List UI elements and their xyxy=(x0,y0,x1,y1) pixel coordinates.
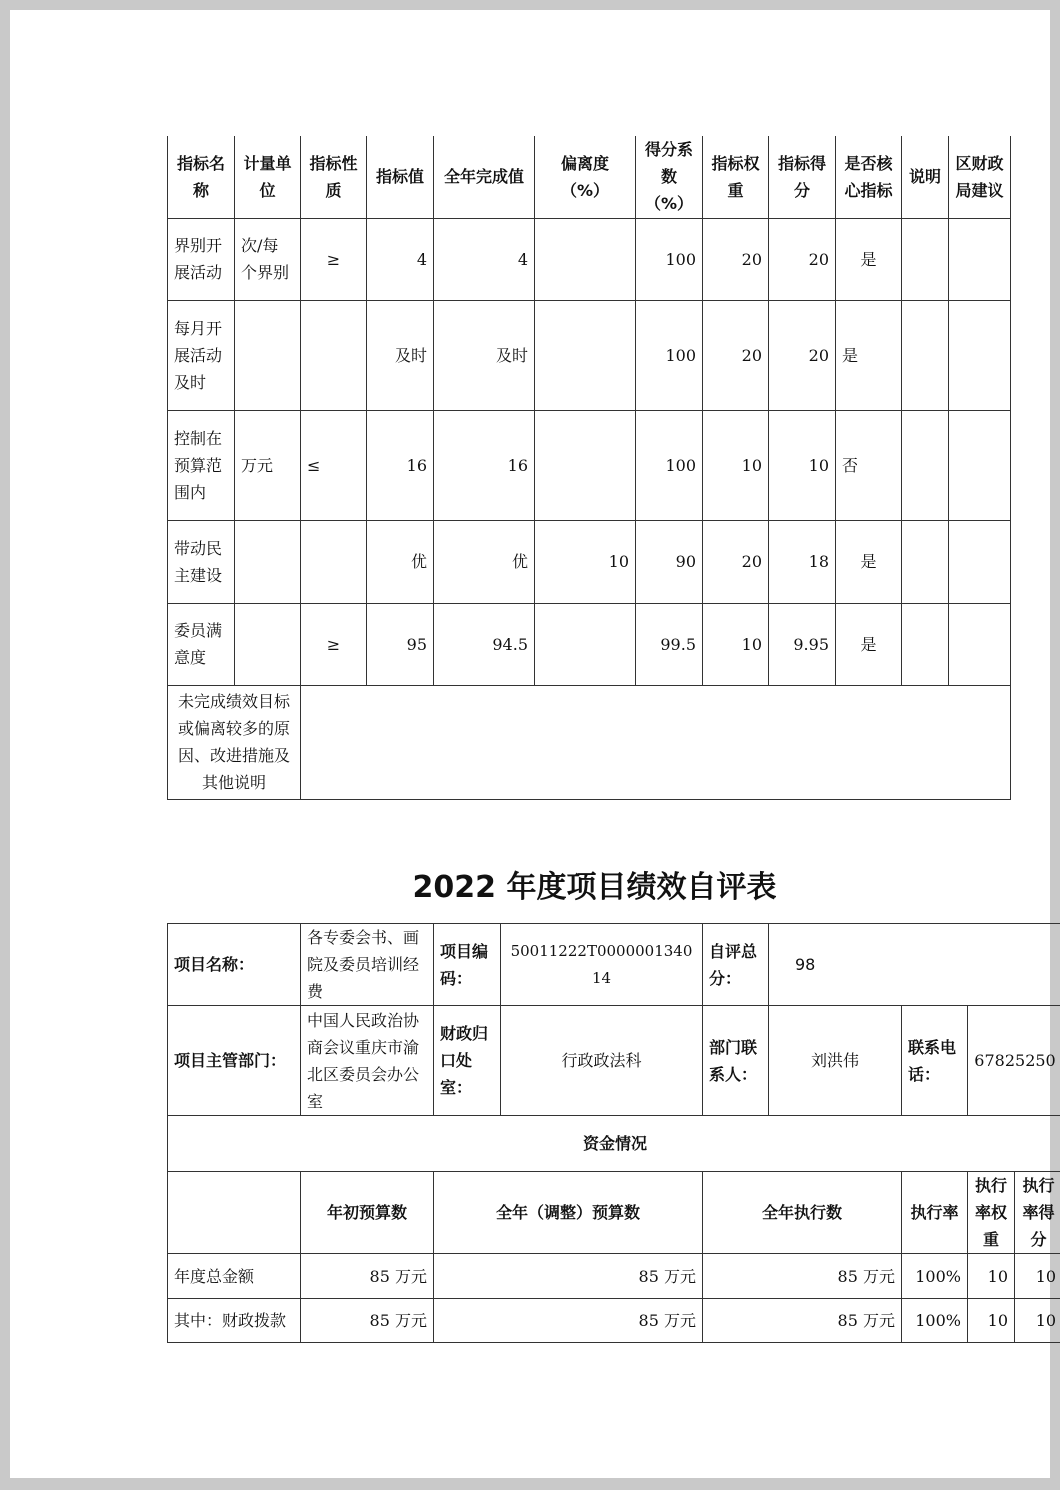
reason-value xyxy=(301,685,1011,799)
row-score: 20 xyxy=(769,300,836,410)
row-actual: 优 xyxy=(434,520,535,603)
row-core: 是 xyxy=(836,300,902,410)
funding-initial: 85 万元 xyxy=(301,1254,434,1299)
row-actual: 94.5 xyxy=(434,603,535,685)
row-actual: 16 xyxy=(434,410,535,520)
header-unit: 计量单位 xyxy=(235,136,301,218)
row-deviation xyxy=(535,410,636,520)
header-executed: 全年执行数 xyxy=(703,1172,902,1254)
row-note xyxy=(902,410,949,520)
row-advice xyxy=(949,300,1011,410)
row-score: 10 xyxy=(769,410,836,520)
row-name: 每月开展活动及时 xyxy=(168,300,235,410)
row-core: 否 xyxy=(836,410,902,520)
row-deviation xyxy=(535,603,636,685)
row-coefficient: 100 xyxy=(636,410,703,520)
row-unit: 次/每个界别 xyxy=(235,218,301,300)
row-weight: 20 xyxy=(703,300,769,410)
table-row xyxy=(168,1254,1060,1299)
row-note xyxy=(902,300,949,410)
project-dept-row xyxy=(168,1006,1060,1116)
header-deviation: 偏离度（%） xyxy=(535,136,636,218)
office-value: 行政政法科 xyxy=(501,1006,703,1116)
row-deviation xyxy=(535,300,636,410)
row-core: 是 xyxy=(836,218,902,300)
row-actual: 及时 xyxy=(434,300,535,410)
row-nature: ≥ xyxy=(301,603,367,685)
row-unit xyxy=(235,300,301,410)
document-page xyxy=(10,10,1057,1478)
funding-rate-weight: 10 xyxy=(968,1299,1015,1343)
row-note xyxy=(902,520,949,603)
row-core: 是 xyxy=(836,603,902,685)
header-coefficient: 得分系数（%） xyxy=(636,136,703,218)
header-nature: 指标性质 xyxy=(301,136,367,218)
office-label: 财政归口处室： xyxy=(434,1006,501,1116)
total-score-value: 98 xyxy=(769,924,1060,1006)
funding-initial: 85 万元 xyxy=(301,1299,434,1343)
funding-executed: 85 万元 xyxy=(703,1254,902,1299)
header-core: 是否核心指标 xyxy=(836,136,902,218)
project-info-row xyxy=(168,924,1060,1006)
header-advice: 区财政局建议 xyxy=(949,136,1011,218)
row-coefficient: 99.5 xyxy=(636,603,703,685)
project-name-value: 各专委会书、画院及委员培训经费 xyxy=(301,924,434,1006)
row-coefficient: 100 xyxy=(636,218,703,300)
header-adjusted-budget: 全年（调整）预算数 xyxy=(434,1172,703,1254)
funding-header-blank xyxy=(168,1172,301,1254)
form-title: 2022 年度项目绩效自评表 xyxy=(412,870,777,905)
row-core: 是 xyxy=(836,520,902,603)
project-name-label: 项目名称： xyxy=(168,924,301,1006)
header-initial-budget: 年初预算数 xyxy=(301,1172,434,1254)
row-weight: 20 xyxy=(703,218,769,300)
header-rate: 执行率 xyxy=(902,1172,968,1254)
phone-label: 联系电话： xyxy=(902,1006,968,1116)
row-coefficient: 100 xyxy=(636,300,703,410)
total-score-label: 自评总分： xyxy=(703,924,769,1006)
row-unit xyxy=(235,520,301,603)
row-unit xyxy=(235,603,301,685)
funding-rate-score: 10 xyxy=(1015,1299,1060,1343)
reason-row xyxy=(168,685,1011,799)
table-row xyxy=(168,1299,1060,1343)
row-note xyxy=(902,603,949,685)
table-row xyxy=(168,410,1011,520)
row-name: 界别开展活动 xyxy=(168,218,235,300)
project-code-value: 50011222T000000134014 xyxy=(501,924,703,1006)
row-nature xyxy=(301,300,367,410)
row-deviation xyxy=(535,218,636,300)
header-score: 指标得分 xyxy=(769,136,836,218)
header-weight: 指标权重 xyxy=(703,136,769,218)
contact-label: 部门联系人： xyxy=(703,1006,769,1116)
row-advice xyxy=(949,410,1011,520)
table-row xyxy=(168,300,1011,410)
row-name: 控制在预算范围内 xyxy=(168,410,235,520)
row-value: 4 xyxy=(367,218,434,300)
table-row xyxy=(168,218,1011,300)
funding-row-label: 其中：财政拨款 xyxy=(168,1299,301,1343)
indicator-header-row xyxy=(168,136,1011,218)
row-advice xyxy=(949,218,1011,300)
row-deviation: 10 xyxy=(535,520,636,603)
reason-label: 未完成绩效目标或偏离较多的原因、改进措施及其他说明 xyxy=(168,685,301,799)
header-note: 说明 xyxy=(902,136,949,218)
row-score: 9.95 xyxy=(769,603,836,685)
row-unit: 万元 xyxy=(235,410,301,520)
phone-value: 67825250 xyxy=(968,1006,1060,1116)
row-nature: ≤ xyxy=(301,410,367,520)
row-value: 优 xyxy=(367,520,434,603)
row-weight: 10 xyxy=(703,410,769,520)
row-value: 及时 xyxy=(367,300,434,410)
funding-header-row xyxy=(168,1172,1060,1254)
row-weight: 10 xyxy=(703,603,769,685)
header-rate-score: 执行率得分 xyxy=(1015,1172,1060,1254)
header-value: 指标值 xyxy=(367,136,434,218)
funding-executed: 85 万元 xyxy=(703,1299,902,1343)
row-note xyxy=(902,218,949,300)
row-value: 16 xyxy=(367,410,434,520)
header-actual: 全年完成值 xyxy=(434,136,535,218)
funding-section-title: 资金情况 xyxy=(168,1116,1060,1172)
row-actual: 4 xyxy=(434,218,535,300)
row-value: 95 xyxy=(367,603,434,685)
row-score: 20 xyxy=(769,218,836,300)
row-nature xyxy=(301,520,367,603)
funding-rate-weight: 10 xyxy=(968,1254,1015,1299)
table-row xyxy=(168,520,1011,603)
project-code-label: 项目编码： xyxy=(434,924,501,1006)
row-name: 委员满意度 xyxy=(168,603,235,685)
row-advice xyxy=(949,603,1011,685)
funding-row-label: 年度总金额 xyxy=(168,1254,301,1299)
row-advice xyxy=(949,520,1011,603)
funding-adjusted: 85 万元 xyxy=(434,1299,703,1343)
header-rate-weight: 执行率权重 xyxy=(968,1172,1015,1254)
row-coefficient: 90 xyxy=(636,520,703,603)
project-table xyxy=(167,923,1060,1343)
table-row xyxy=(168,603,1011,685)
funding-rate: 100% xyxy=(902,1299,968,1343)
dept-label: 项目主管部门： xyxy=(168,1006,301,1116)
row-nature: ≥ xyxy=(301,218,367,300)
row-name: 带动民主建设 xyxy=(168,520,235,603)
row-score: 18 xyxy=(769,520,836,603)
contact-value: 刘洪伟 xyxy=(769,1006,902,1116)
header-indicator-name: 指标名称 xyxy=(168,136,235,218)
funding-adjusted: 85 万元 xyxy=(434,1254,703,1299)
row-weight: 20 xyxy=(703,520,769,603)
funding-section-row xyxy=(168,1116,1060,1172)
dept-value: 中国人民政治协商会议重庆市渝北区委员会办公室 xyxy=(301,1006,434,1116)
funding-rate-score: 10 xyxy=(1015,1254,1060,1299)
indicator-table xyxy=(167,136,1011,800)
funding-rate: 100% xyxy=(902,1254,968,1299)
